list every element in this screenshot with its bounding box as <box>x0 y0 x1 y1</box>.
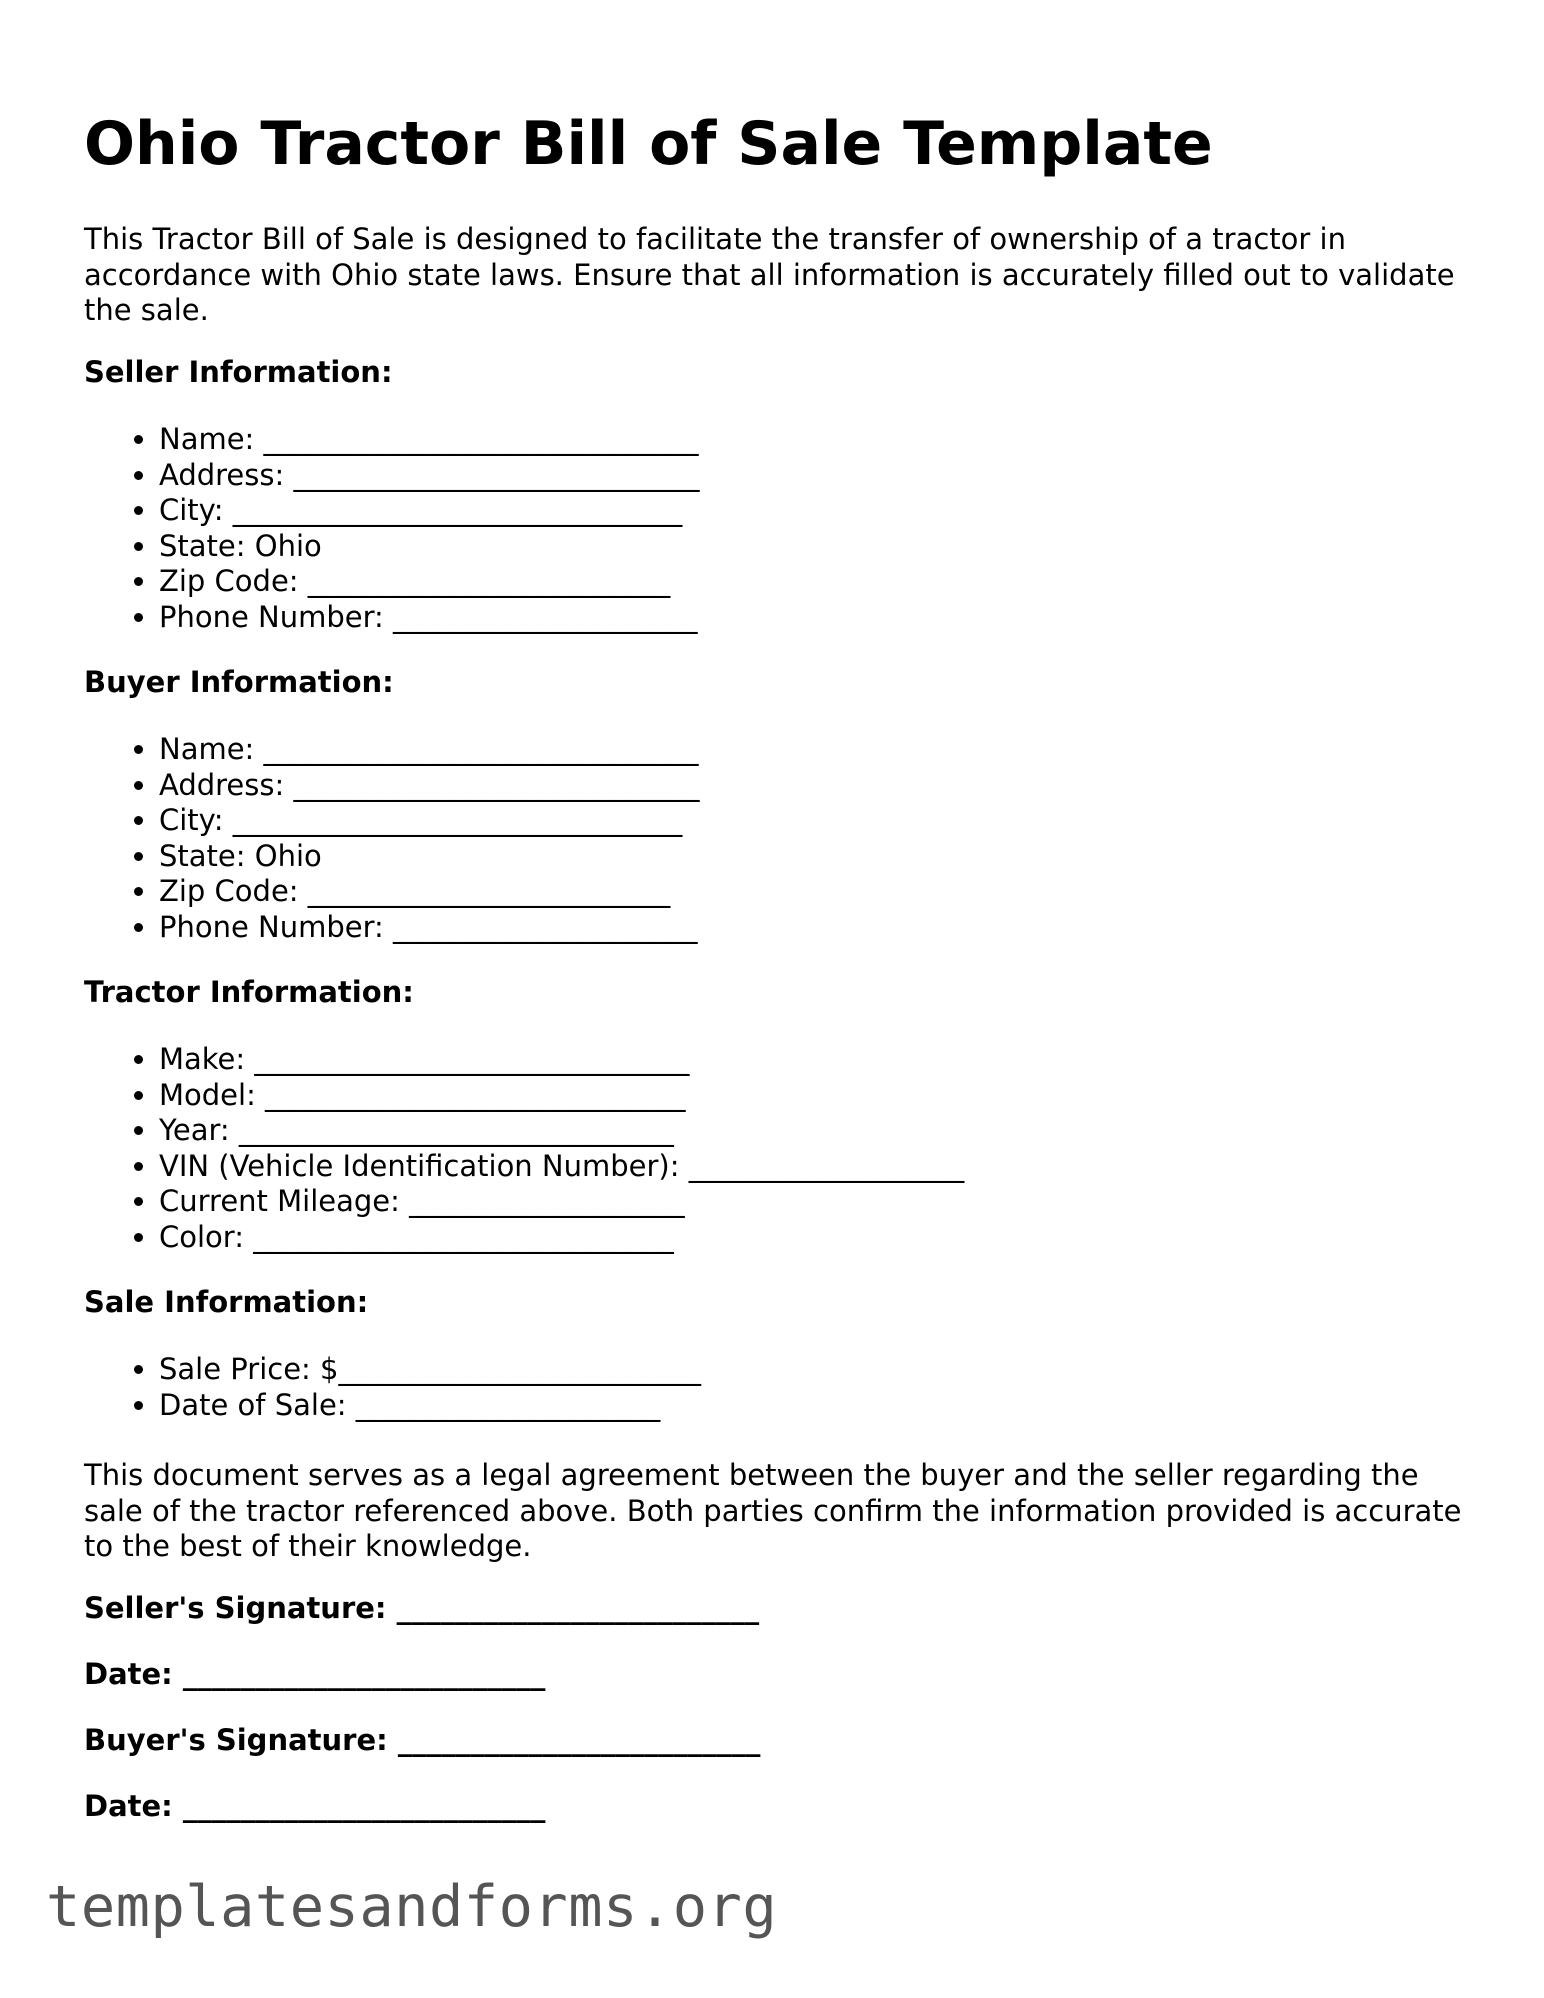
seller-field-list <box>84 422 699 636</box>
tractor-mileage-field: • Current Mileage: ___________________ <box>159 1184 964 1220</box>
sale-heading: Sale Information: <box>84 1285 369 1319</box>
tractor-vin-field: • VIN (Vehicle Identification Number): ___________________ <box>159 1149 964 1185</box>
seller-heading: Seller Information: <box>84 355 393 389</box>
buyer-state-field: • State: Ohio <box>159 839 699 875</box>
seller-date-line: Date: _________________________ <box>84 1657 546 1691</box>
buyer-heading: Buyer Information: <box>84 665 394 699</box>
buyer-address-field: • Address: ____________________________ <box>159 768 699 804</box>
seller-signature-line: Seller's Signature: _________________________ <box>84 1591 760 1625</box>
buyer-field-list <box>84 732 699 946</box>
page-title: Ohio Tractor Bill of Sale Template <box>84 109 1213 179</box>
seller-state-field: • State: Ohio <box>159 529 699 565</box>
intro-paragraph: This Tractor Bill of Sale is designed to facilitate the transfer of ownership of a tractor in accordance with Ohio state laws. Ensure that all information is accurately filled out to validate the sale. <box>84 222 1455 327</box>
tractor-color-field: • Color: _____________________________ <box>159 1220 964 1256</box>
sale-date-field: • Date of Sale: _____________________ <box>159 1388 701 1424</box>
sale-price-field: • Sale Price: $_________________________ <box>159 1352 701 1388</box>
buyer-city-field: • City: _______________________________ <box>159 803 699 839</box>
tractor-model-field: • Model: _____________________________ <box>159 1078 964 1114</box>
site-watermark: templatesandforms.org <box>46 1874 778 1940</box>
buyer-name-field: • Name: ______________________________ <box>159 732 699 768</box>
buyer-phone-field: • Phone Number: _____________________ <box>159 910 699 946</box>
tractor-year-field: • Year: ______________________________ <box>159 1113 964 1149</box>
seller-zip-field: • Zip Code: _________________________ <box>159 564 699 600</box>
tractor-make-field: • Make: ______________________________ <box>159 1042 964 1078</box>
seller-city-field: • City: _______________________________ <box>159 493 699 529</box>
tractor-field-list <box>84 1042 964 1256</box>
buyer-date-line: Date: _________________________ <box>84 1789 546 1823</box>
buyer-zip-field: • Zip Code: _________________________ <box>159 874 699 910</box>
seller-address-field: • Address: ____________________________ <box>159 458 699 494</box>
sale-field-list <box>84 1352 701 1423</box>
closing-paragraph: This document serves as a legal agreement between the buyer and the seller regarding the sale of the tractor referenced above. Both parties confirm the information provided is accurate to the best of their knowledge. <box>84 1458 1462 1563</box>
seller-name-field: • Name: ______________________________ <box>159 422 699 458</box>
seller-phone-field: • Phone Number: _____________________ <box>159 600 699 636</box>
buyer-signature-line: Buyer's Signature: _________________________ <box>84 1723 761 1757</box>
tractor-heading: Tractor Information: <box>84 975 414 1009</box>
